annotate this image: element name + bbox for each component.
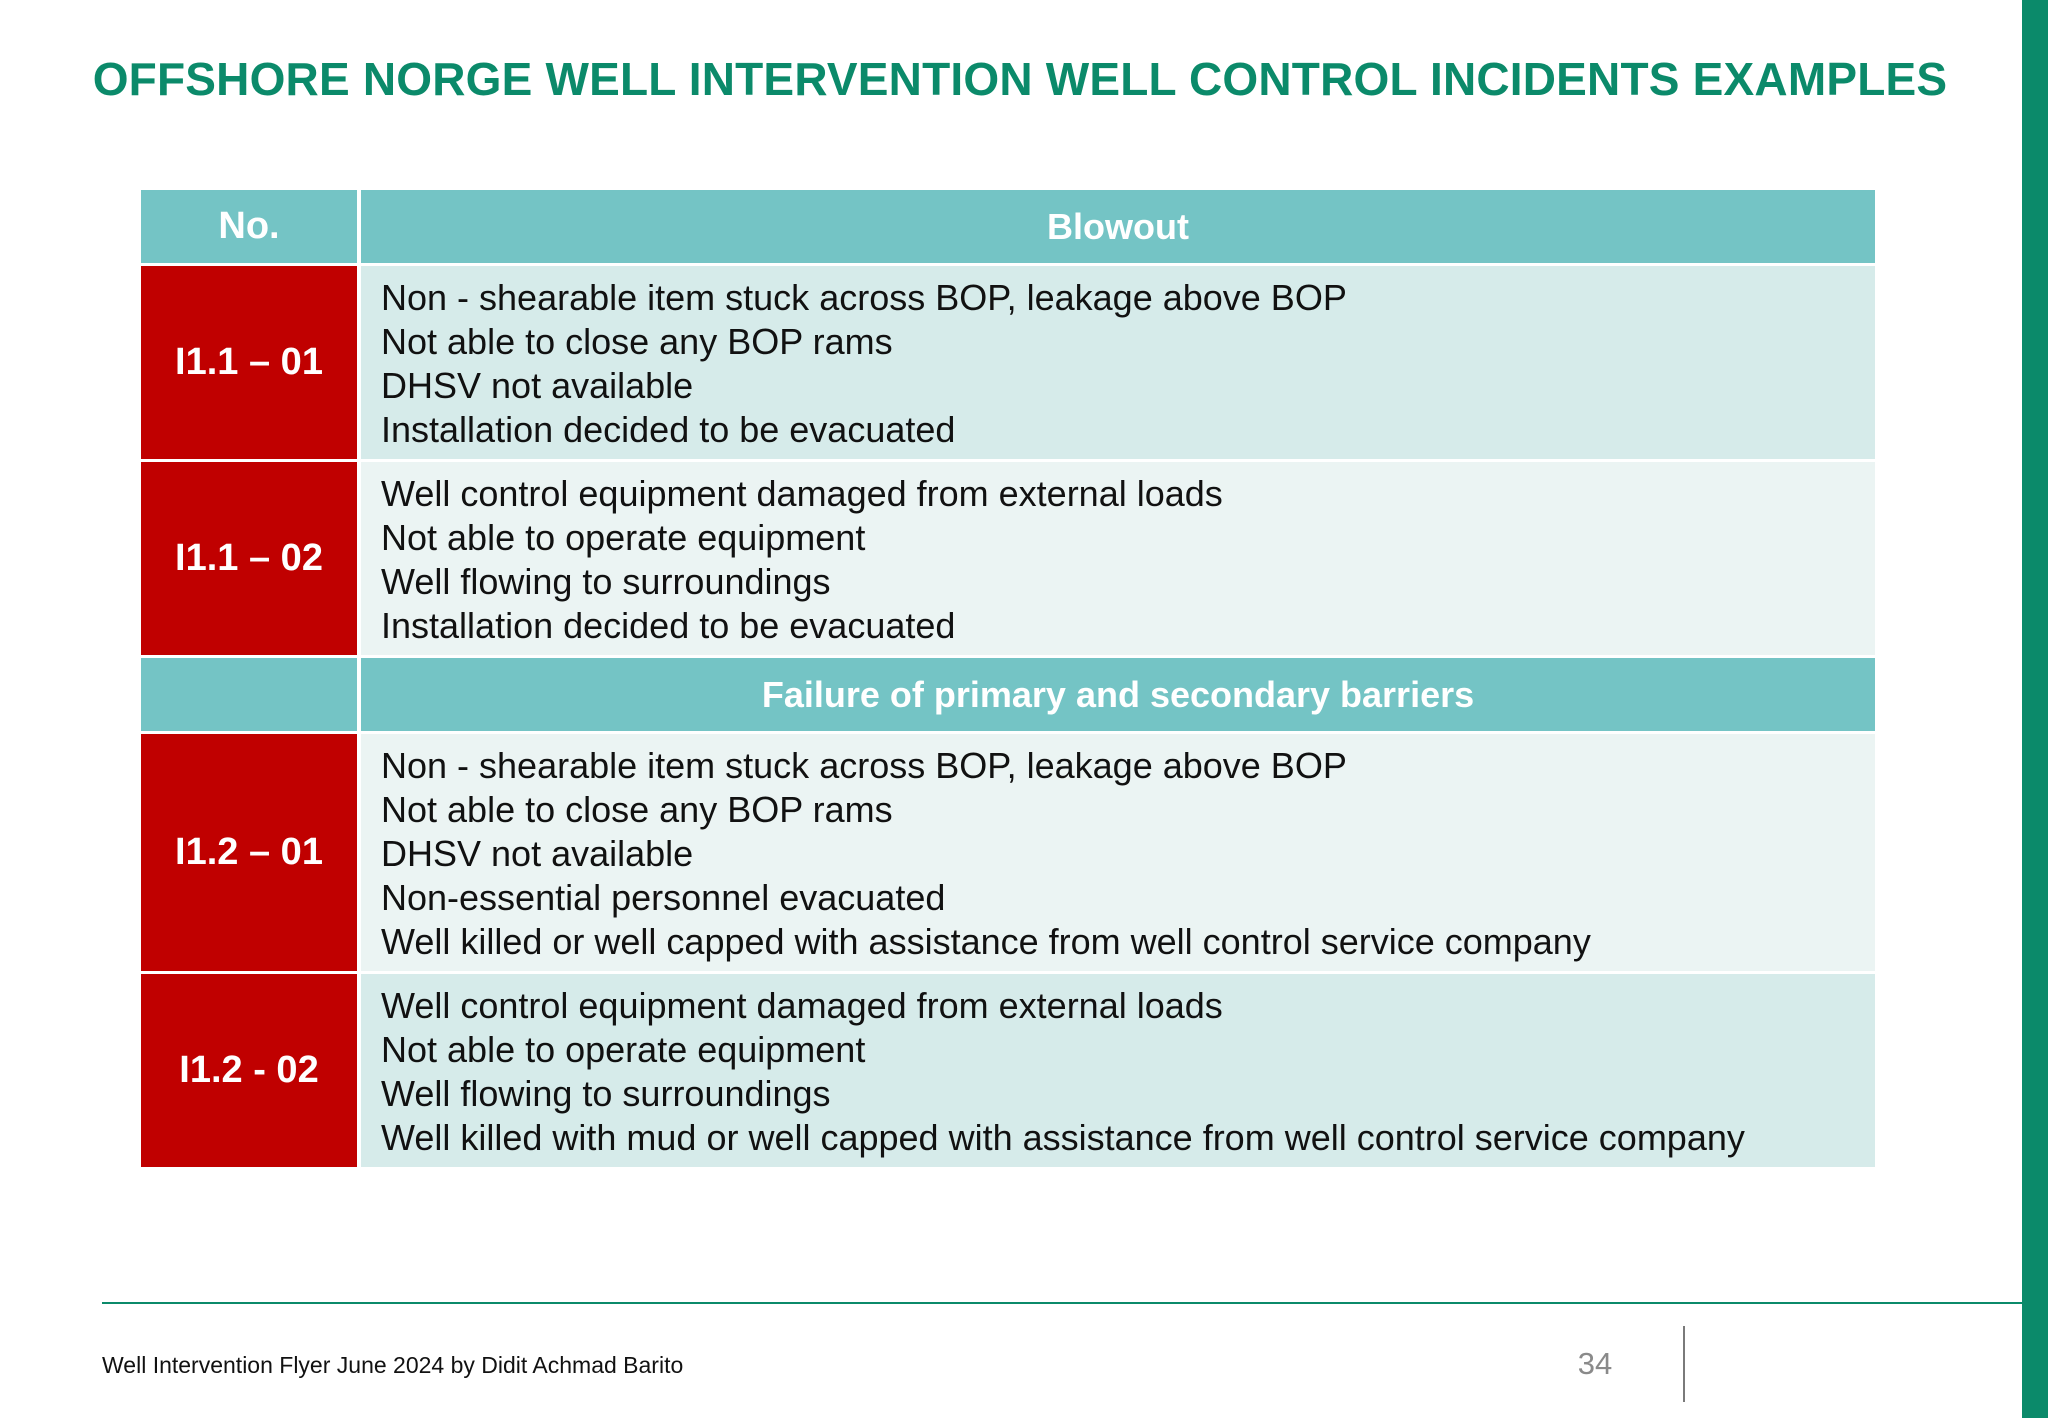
table-row [141,971,1875,1167]
description-line: Non - shearable item stuck across BOP, leakage above BOP [381,745,1347,786]
incident-id: I1.1 – 01 [141,266,361,459]
incident-description [361,266,1875,459]
section-header-blowout: Blowout [361,190,1875,263]
description-line: Not able to close any BOP rams [381,321,893,362]
section-header-barriers: Failure of primary and secondary barriers [361,658,1875,731]
incident-id: I1.2 - 02 [141,974,361,1167]
page-title: OFFSHORE NORGE WELL INTERVENTION WELL CONTROL INCIDENTS EXAMPLES [92,53,1948,105]
description-line: Non - shearable item stuck across BOP, leakage above BOP [381,277,1347,318]
description-line: Installation decided to be evacuated [381,409,956,450]
description-line: Well control equipment damaged from external loads [381,473,1223,514]
description-line: DHSV not available [381,365,694,406]
description-line: Not able to operate equipment [381,1029,866,1070]
table-header-row [141,190,1875,263]
page-number: 34 [1577,1346,1613,1381]
description-line: Not able to close any BOP rams [381,789,893,830]
description-line: Well control equipment damaged from external loads [381,985,1223,1026]
incident-description [361,462,1875,655]
footer-credit: Well Intervention Flyer June 2024 by Didit Achmad Barito [102,1352,684,1378]
description-line: Well killed with mud or well capped with assistance from well control service company [381,1117,1745,1158]
description-line: Installation decided to be evacuated [381,605,956,646]
incident-id: I1.1 – 02 [141,462,361,655]
description-line: Not able to operate equipment [381,517,866,558]
table-row [141,459,1875,655]
right-accent-bar [2022,0,2048,1418]
page-number-divider [1683,1326,1685,1402]
footer-divider [102,1302,2022,1304]
description-line: Well flowing to surroundings [381,1073,831,1114]
incidents-table [141,190,1875,1167]
description-line: Non-essential personnel evacuated [381,877,946,918]
section-header-row [141,655,1875,731]
description-line: Well killed or well capped with assistance from well control service company [381,921,1591,962]
description-line: DHSV not available [381,833,694,874]
incident-description [361,974,1875,1167]
description-line: Well flowing to surroundings [381,561,831,602]
incident-id: I1.2 – 01 [141,734,361,971]
table-row [141,731,1875,971]
incident-description [361,734,1875,971]
section-header-no-cell [141,658,361,731]
column-header-no: No. [141,190,361,263]
table-row [141,263,1875,459]
